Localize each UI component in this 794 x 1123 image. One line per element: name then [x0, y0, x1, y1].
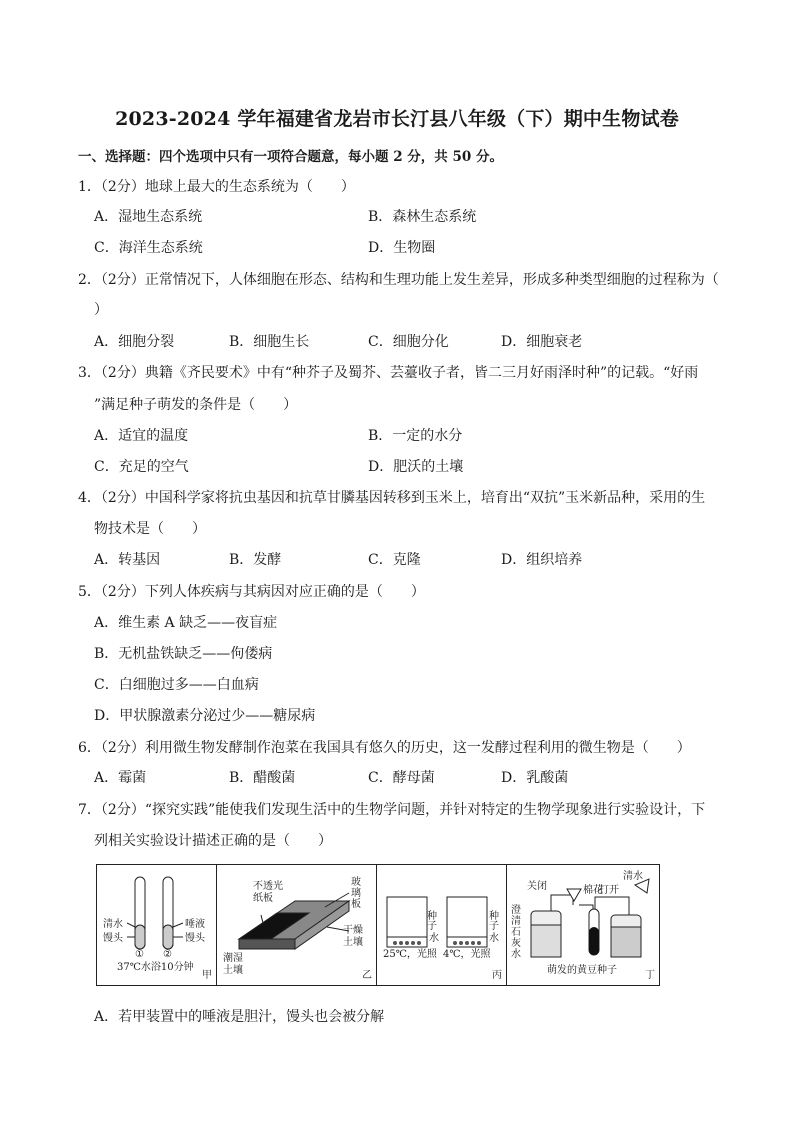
q5-option-c[interactable]: C．白细胞过多——白血病 — [94, 677, 259, 693]
label-wet: 潮湿 — [223, 953, 243, 964]
q6-option-c[interactable]: C．酵母菌 — [368, 770, 435, 786]
q3-option-d[interactable]: D．肥沃的土壤 — [368, 459, 464, 475]
label-open: 打开 — [599, 885, 619, 896]
label-limewater-5: 水 — [511, 949, 521, 960]
q2-option-d[interactable]: D．细胞衰老 — [501, 334, 583, 350]
panel-label-ding: 丁 — [645, 970, 655, 981]
question-1-stem: 1．（2分）地球上最大的生态系统为（ ） — [78, 179, 355, 195]
question-6-stem: 6．（2分）利用微生物发酵制作泡菜在我国具有悠久的历史，这一发酵过程利用的微生物是（ ） — [78, 740, 691, 756]
panel-bing — [377, 865, 507, 985]
panel-jia — [97, 865, 217, 985]
panel-yi — [217, 865, 377, 985]
label-germinating-soybean: 萌发的黄豆种子 — [547, 965, 617, 976]
q5-option-d[interactable]: D．甲状腺激素分泌过少——糖尿病 — [94, 708, 316, 724]
label-cardboard: 纸板 — [253, 893, 273, 904]
q6-option-d[interactable]: D．乳酸菌 — [501, 770, 569, 786]
q4-option-c[interactable]: C．克隆 — [368, 552, 421, 568]
question-2-stem: 2．（2分）正常情况下，人体细胞在形态、结构和生理功能上发生差异，形成多种类型细胞的过程称为（ — [78, 272, 719, 288]
panel-label-yi: 乙 — [362, 970, 372, 981]
q1-option-c[interactable]: C．海洋生态系统 — [94, 240, 203, 256]
q1-option-b[interactable]: B．森林生态系统 — [368, 209, 477, 225]
label-clear-water: 清水 — [103, 919, 123, 930]
question-5-stem: 5．（2分）下列人体疾病与其病因对应正确的是（ ） — [78, 584, 425, 600]
page-title: 2023-2024 学年福建省龙岩市长汀县八年级（下）期中生物试卷 — [115, 108, 679, 130]
q7-option-a[interactable]: A．若甲装置中的唾液是胆汁，馒头也会被分解 — [94, 1009, 385, 1025]
q4-option-a[interactable]: A．转基因 — [94, 552, 161, 568]
beakers-diagram — [377, 865, 507, 985]
label-limewater-3: 石 — [511, 927, 521, 938]
q4-option-b[interactable]: B．发酵 — [229, 552, 282, 568]
question-7-stem: 7．（2分）“探究实践”能使我们发现生活中的生物学问题，并针对特定的生物学现象进行实验设计，下 — [78, 802, 706, 818]
q5-option-a[interactable]: A．维生素 A 缺乏——夜盲症 — [94, 615, 278, 631]
label-tube-1: ① — [135, 949, 144, 960]
label-limewater-2: 清 — [511, 916, 521, 927]
question-4-stem-cont: 物技术是（ ） — [94, 521, 206, 537]
panel-label-jia: 甲 — [202, 970, 212, 981]
label-25c: 25℃，光照 — [383, 949, 437, 960]
panel-label-bing: 丙 — [492, 970, 502, 981]
label-wet-soil: 土壤 — [223, 965, 243, 976]
label-closed: 关闭 — [527, 881, 547, 892]
q6-option-a[interactable]: A．霉菌 — [94, 770, 147, 786]
label-water-b: 水 — [489, 933, 499, 944]
label-seed-a1: 种 — [427, 911, 437, 922]
label-seed-a2: 子 — [427, 921, 437, 932]
label-seed-b1: 种 — [489, 911, 499, 922]
label-dry: 干燥 — [343, 925, 363, 936]
q3-option-a[interactable]: A．适宜的温度 — [94, 428, 189, 444]
label-glass-1: 玻 — [351, 877, 361, 888]
q2-option-c[interactable]: C．细胞分化 — [368, 334, 449, 350]
q5-option-b[interactable]: B．无机盐铁缺乏——佝偻病 — [94, 646, 273, 662]
label-saliva: 唾液 — [185, 919, 205, 930]
label-glass-3: 板 — [351, 899, 361, 910]
label-mantou-1: 馒头 — [103, 933, 123, 944]
panel-ding — [507, 865, 659, 985]
label-water-a: 水 — [429, 933, 439, 944]
question-3-stem: 3．（2分）典籍《齐民要术》中有“种芥子及蜀芥、芸薹收子者，皆二三月好雨泽时种”的记载。“好雨 — [78, 365, 699, 381]
question-3-stem-cont: ”满足种子萌发的条件是（ ） — [94, 397, 298, 413]
question-2-stem-cont: ） — [94, 302, 108, 318]
q1-option-a[interactable]: A．湿地生态系统 — [94, 209, 203, 225]
q3-option-b[interactable]: B．一定的水分 — [368, 428, 463, 444]
label-limewater-1: 澄 — [511, 905, 521, 916]
label-4c: 4℃，光照 — [443, 949, 491, 960]
question-7-stem-cont: 列相关实验设计描述正确的是（ ） — [94, 833, 332, 849]
q1-option-d[interactable]: D．生物圈 — [368, 240, 436, 256]
label-water-bath: 37℃水浴10分钟 — [117, 962, 194, 973]
experiment-figure — [96, 864, 660, 986]
label-opaque: 不透光 — [253, 881, 283, 892]
label-glass-2: 璃 — [351, 888, 361, 899]
q3-option-c[interactable]: C．充足的空气 — [94, 459, 189, 475]
label-mantou-2: 馒头 — [185, 933, 205, 944]
q4-option-d[interactable]: D．组织培养 — [501, 552, 583, 568]
q2-option-b[interactable]: B．细胞生长 — [229, 334, 310, 350]
question-4-stem: 4．（2分）中国科学家将抗虫基因和抗草甘膦基因转移到玉米上，培育出“双抗”玉米新品种，采用的生 — [78, 490, 706, 506]
q2-option-a[interactable]: A．细胞分裂 — [94, 334, 175, 350]
label-tube-2: ② — [163, 949, 172, 960]
q6-option-b[interactable]: B．醋酸菌 — [229, 770, 296, 786]
label-limewater-4: 灰 — [511, 938, 521, 949]
section-heading: 一、选择题：四个选项中只有一项符合题意，每小题 2 分，共 50 分。 — [78, 149, 503, 165]
label-clear-water-ding: 清水 — [623, 871, 643, 882]
label-dry-soil: 土壤 — [343, 937, 363, 948]
label-cotton: 棉花 — [583, 885, 603, 896]
label-seed-b2: 子 — [489, 921, 499, 932]
